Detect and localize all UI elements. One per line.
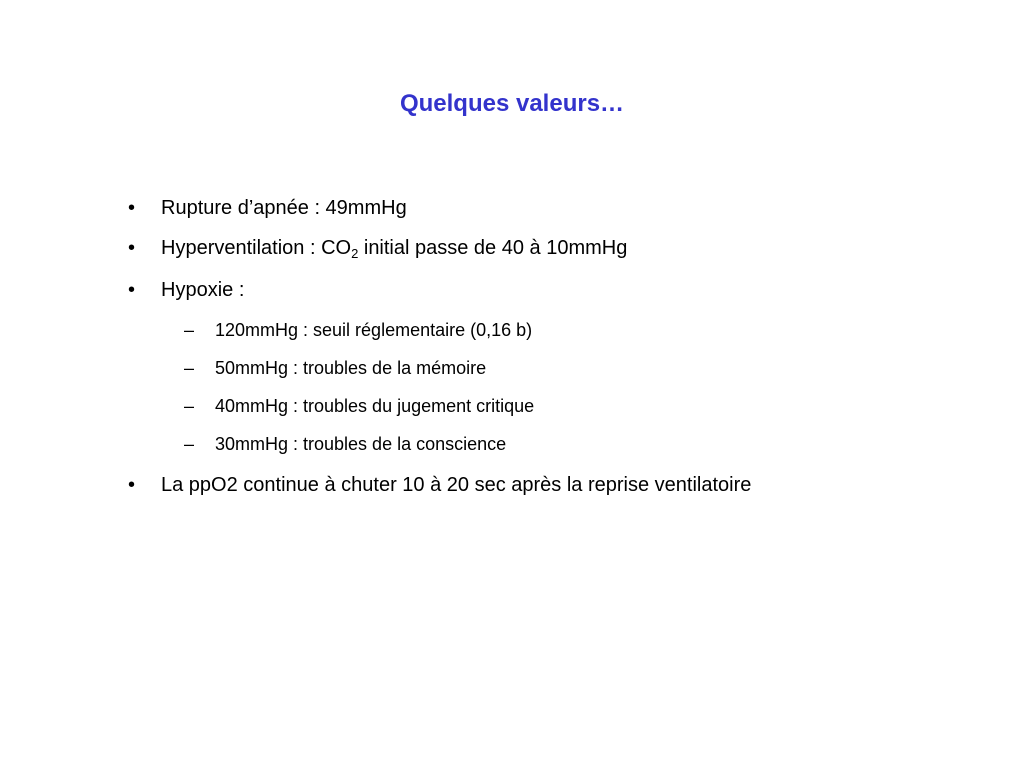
sub-item-text: 30mmHg : troubles de la conscience	[215, 434, 507, 454]
bullet-text	[161, 234, 627, 262]
bullet-text-part: initial passe de 40 à 10mmHg	[358, 237, 628, 259]
co2-subscript: 2	[351, 246, 359, 261]
dash-marker: –	[184, 434, 195, 454]
sub-item-text: 50mmHg : troubles de la mémoire	[215, 358, 487, 378]
slide-title: Quelques valeurs…	[399, 90, 625, 117]
sub-item-text: 120mmHg : seuil réglementaire (0,16 b)	[215, 320, 533, 340]
dash-marker: –	[184, 396, 195, 416]
bullet-marker: •	[128, 237, 136, 259]
dash-marker: –	[184, 320, 195, 340]
bullet-marker: •	[128, 474, 136, 496]
sub-item-text: 40mmHg : troubles du jugement critique	[215, 396, 535, 416]
bullet-marker: •	[128, 197, 136, 219]
dash-marker: –	[184, 358, 195, 378]
bullet-marker: •	[128, 279, 136, 301]
bullet-text: Rupture d’apnée : 49mmHg	[161, 197, 407, 219]
bullet-text: La ppO2 continue à chuter 10 à 20 sec après la reprise ventilatoire	[161, 474, 752, 496]
bullet-text: Hypoxie :	[161, 279, 245, 301]
bullet-text-part: Hyperventilation : CO	[161, 237, 352, 259]
